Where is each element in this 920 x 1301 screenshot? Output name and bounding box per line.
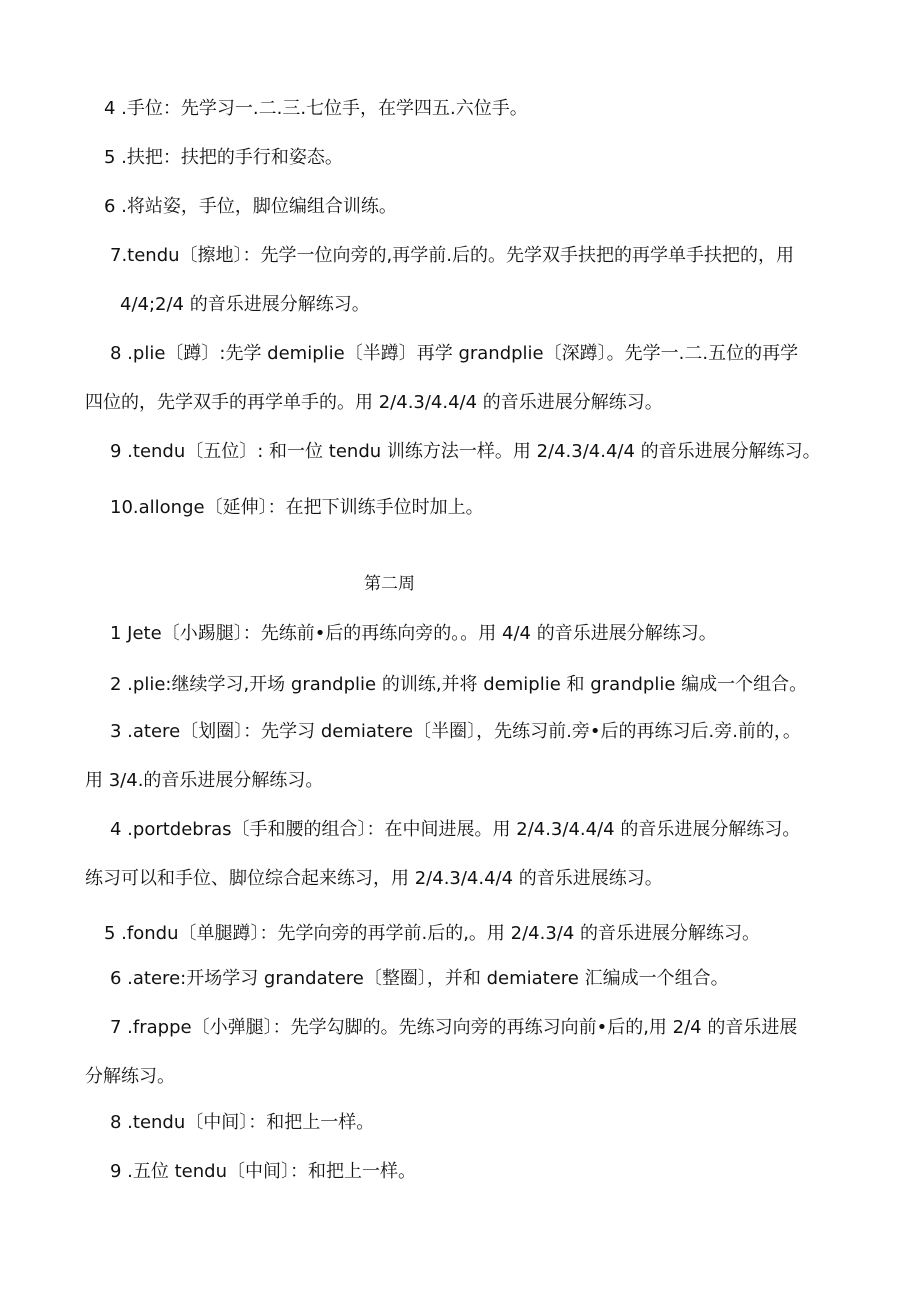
doc-line: 4 .手位：先学习一.二.三.七位手，在学四五.六位手。 <box>104 98 528 119</box>
doc-line: 5 .fondu〔单腿蹲〕：先学向旁的再学前.后的,。用 2/4.3/4 的音乐进展分解练习。 <box>104 923 761 944</box>
doc-line: 10.allonge〔延伸〕：在把下训练手位时加上。 <box>110 497 484 518</box>
doc-line: 1 Jete〔小踢腿〕：先练前•后的再练向旁的。。用 4/4 的音乐进展分解练习。 <box>110 623 717 644</box>
doc-line: 6 .将站姿，手位，脚位编组合训练。 <box>104 196 397 217</box>
doc-line: 练习可以和手位、脚位综合起来练习，用 2/4.3/4.4/4 的音乐进展练习。 <box>85 868 663 889</box>
section-title: 第二周 <box>364 574 415 594</box>
doc-line: 6 .atere:开场学习 grandatere〔整圈〕，并和 demiatere 汇编成一个组合。 <box>110 968 729 989</box>
doc-line: 7.tendu〔擦地〕：先学一位向旁的,再学前.后的。先学双手扶把的再学单手扶把的，用 <box>110 245 794 266</box>
doc-line: 8 .tendu〔中间〕：和把上一样。 <box>110 1112 375 1133</box>
doc-line: 3 .atere〔划圈〕：先学习 demiatere〔半圈〕，先练习前.旁•后的再练习后.旁.前的，。 <box>110 721 801 742</box>
doc-line: 用 3/4.的音乐进展分解练习。 <box>85 770 324 791</box>
doc-line: 5 .扶把：扶把的手行和姿态。 <box>104 147 343 168</box>
doc-line: 四位的，先学双手的再学单手的。用 2/4.3/4.4/4 的音乐进展分解练习。 <box>85 392 663 413</box>
doc-line: 2 .plie:继续学习,开场 grandplie 的训练,并将 demiplie 和 grandplie 编成一个组合。 <box>110 674 808 695</box>
doc-line: 4 .portdebras〔手和腰的组合〕：在中间进展。用 2/4.3/4.4/4 的音乐进展分解练习。 <box>110 819 801 840</box>
doc-line: 分解练习。 <box>85 1066 175 1087</box>
doc-line: 8 .plie〔蹲〕:先学 demiplie〔半蹲〕再学 grandplie〔深蹲〕。先学一.二.五位的再学 <box>110 343 799 364</box>
doc-line: 7 .frappe〔小弹腿〕：先学勾脚的。先练习向旁的再练习向前•后的,用 2/4 的音乐进展 <box>110 1017 798 1038</box>
doc-line: 4/4;2/4 的音乐进展分解练习。 <box>120 294 370 315</box>
doc-line: 9 .五位 tendu〔中间〕：和把上一样。 <box>110 1161 416 1182</box>
doc-line: 9 .tendu〔五位〕: 和一位 tendu 训练方法一样。用 2/4.3/4.4/4 的音乐进展分解练习。 <box>110 441 821 462</box>
